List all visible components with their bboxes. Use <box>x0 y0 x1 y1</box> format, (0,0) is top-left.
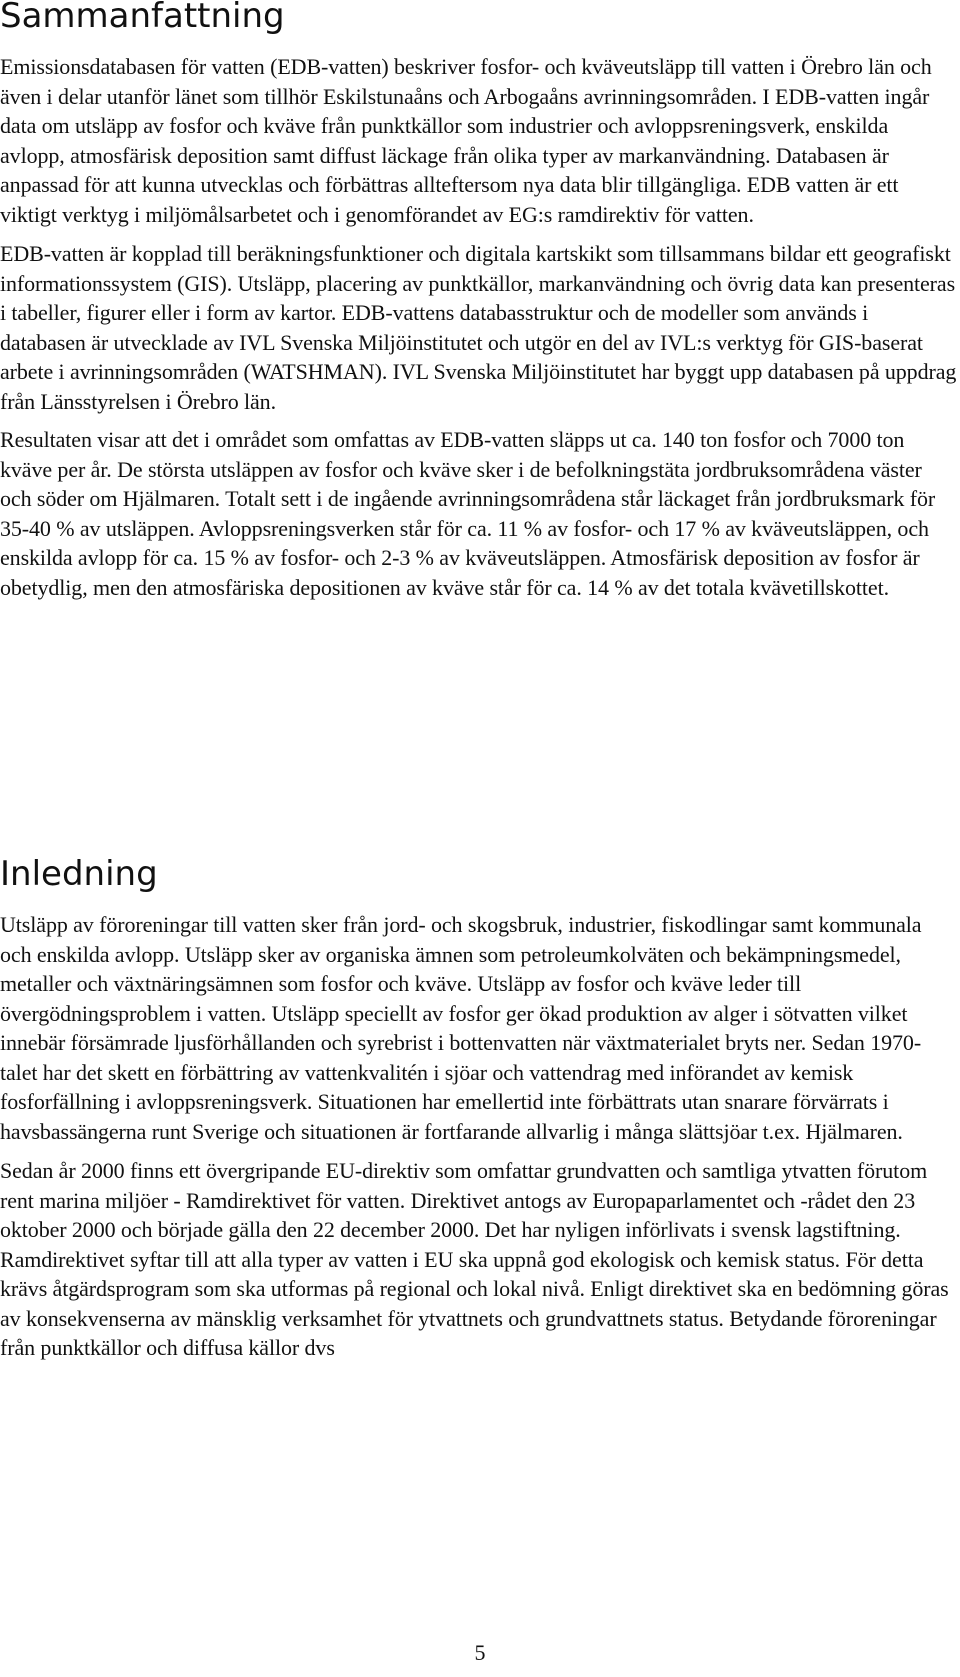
summary-paragraph-3: Resultaten visar att det i området som omfattas av EDB-vatten släpps ut ca. 140 ton fosfor och 7000 ton kväve per år. De största utsläppen av fosfor och kväve sker i de befolkningstäta jordbruksområdena väster och söder om Hjälmaren. Totalt sett i de ingående avrinningsområdena står läckaget från jordbruksmark för 35-40 % av utsläppen. Avloppsreningsverken står för ca. 11 % av fosfor- och 17 % av kväveutsläppen, och enskilda avlopp för ca. 15 % av fosfor- och 2-3 % av kväveutsläppen. Atmosfärisk deposition av fosfor är obetydlig, men den atmosfäriska depositionen av kväve står för ca. 14 % av det totala kvävetillskottet. <box>0 427 936 600</box>
summary-paragraph-2: EDB-vatten är kopplad till beräkningsfunktioner och digitala kartskikt som tillsammans bildar ett geografiskt informationssystem (GIS). Utsläpp, placering av punktkällor, markanvändning och övrig data kan presenteras i tabeller, figurer eller i form av kartor. EDB-vattens databasstruktur och de modeller som används i databasen är utvecklade av IVL Svenska Miljöinstitutet och utgör en del av IVL:s verktyg för GIS-baserat arbete i avrinningsområden (WATSHMAN). IVL Svenska Miljöinstitutet har byggt upp databasen på uppdrag från Länsstyrelsen i Örebro län. <box>0 241 957 414</box>
page-number: 5 <box>474 1640 486 1665</box>
intro-paragraph-2: Sedan år 2000 finns ett övergripande EU-direktiv som omfattar grundvatten och samtliga ytvatten förutom rent marina miljöer - Ramdirektivet för vatten. Direktivet antogs av Europaparlamentet och -rådet den 23 oktober 2000 och började gälla den 22 december 2000. Det har nyligen införlivats i svensk lagstiftning. Ramdirektivet syftar till att alla typer av vatten i EU ska uppnå god ekologisk och kemisk status. För detta krävs åtgärdsprogram som ska utformas på regional och lokal nivå. Enligt direktivet ska en bedömning göras av konsekvenserna av mänsklig verksamhet för ytvattnets och grundvattnets status. Betydande föroreningar från punktkällor och diffusa källor dvs <box>0 1158 949 1360</box>
introduction-section <box>0 910 958 1373</box>
heading-introduction: Inledning <box>0 854 158 894</box>
intro-paragraph-1: Utsläpp av föroreningar till vatten sker från jord- och skogsbruk, industrier, fiskodlingar samt kommunala och enskilda avlopp. Utsläpp sker av organiska ämnen som petroleumkolväten och bekämpningsmedel, metaller och växtnäringsämnen som fosfor och kväve. Utsläpp av fosfor och kväve leder till övergödningsproblem i vatten. Utsläpp speciellt av fosfor ger ökad produktion av alger i sötvatten vilket innebär försämrade ljusförhållanden och syrebrist i bottenvatten när växtmaterialet bryts ner. Sedan 1970-talet har det skett en förbättring av vattenkvalitén i sjöar och vattendrag med införandet av kemisk fosforfällning i avloppsreningsverk. Situationen har emellertid inte förbättrats utan snarare förvärrats i havsbassängerna runt Sverige och situationen är fortfarande allvarlig i många slättsjöar t.ex. Hjälmaren. <box>0 912 922 1144</box>
heading-summary: Sammanfattning <box>0 0 285 36</box>
summary-paragraph-1: Emissionsdatabasen för vatten (EDB-vatten) beskriver fosfor- och kväveutsläpp till vatten i Örebro län och även i delar utanför länet som tillhör Eskilstunaåns och Arbogaåns avrinningsområden. I EDB-vatten ingår data om utsläpp av fosfor och kväve från punktkällor som industrier och avloppsreningsverk, enskilda avlopp, atmosfärisk deposition samt diffust läckage från olika typer av markanvändning. Databasen är anpassad för att kunna utvecklas och förbättras allteftersom nya data blir tillgängliga. EDB vatten är ett viktigt verktyg i miljömålsarbetet och i genomförandet av EG:s ramdirektiv för vatten. <box>0 54 932 227</box>
summary-section <box>0 52 958 610</box>
